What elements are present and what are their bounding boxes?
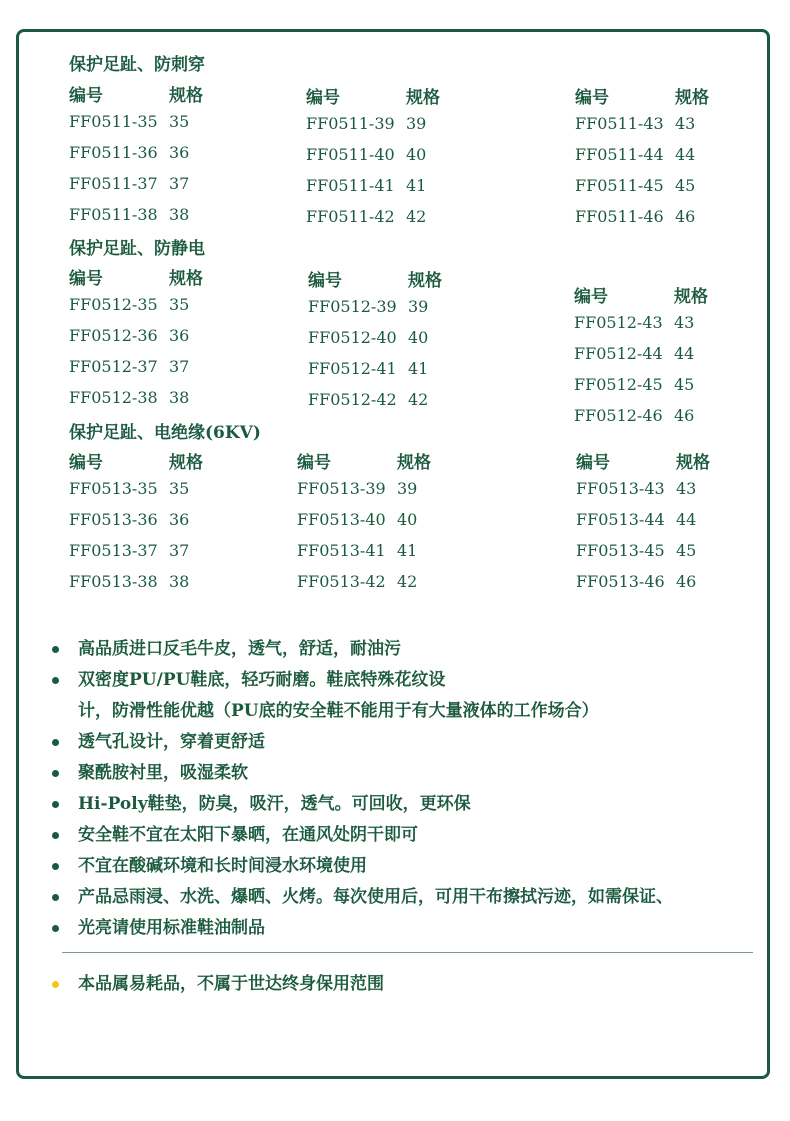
item-code: FF0512-42 — [308, 390, 397, 409]
table-row — [308, 390, 442, 421]
item-code: FF0511-38 — [69, 205, 158, 224]
table-row — [69, 479, 203, 510]
header-code: 编号 — [575, 88, 609, 108]
item-size: 36 — [169, 510, 190, 529]
feature-text: Hi-Poly鞋垫，防臭，吸汗，透气。可回收，更环保 — [78, 794, 471, 814]
feature-text: 透气孔设计，穿着更舒适 — [78, 732, 265, 752]
item-size: 39 — [408, 297, 429, 316]
item-code: FF0513-40 — [297, 510, 386, 529]
table-row — [69, 388, 203, 419]
header-size: 规格 — [169, 86, 203, 106]
table-row — [69, 143, 203, 174]
item-size: 41 — [397, 541, 418, 560]
item-code: FF0511-36 — [69, 143, 158, 162]
bullet-dot-icon — [52, 770, 59, 777]
feature-item — [52, 696, 673, 727]
feature-item — [52, 820, 673, 851]
column-header — [69, 264, 203, 295]
feature-text: 高品质进口反毛牛皮，透气，舒适，耐油污 — [78, 639, 401, 659]
feature-item — [52, 789, 673, 820]
size-column — [576, 448, 710, 603]
table-row — [297, 572, 431, 603]
table-row — [306, 114, 440, 145]
item-size: 35 — [169, 112, 190, 131]
item-code: FF0511-39 — [306, 114, 395, 133]
table-row — [306, 207, 440, 238]
feature-text: 光亮请使用标准鞋油制品 — [78, 918, 265, 938]
item-code: FF0511-35 — [69, 112, 158, 131]
bullet-dot-icon — [52, 894, 59, 901]
item-size: 37 — [169, 357, 190, 376]
item-code: FF0512-41 — [308, 359, 397, 378]
table-row — [306, 176, 440, 207]
column-header — [308, 266, 442, 297]
header-code: 编号 — [308, 271, 342, 291]
feature-list — [52, 634, 673, 944]
item-size: 44 — [676, 510, 697, 529]
item-size: 39 — [406, 114, 427, 133]
item-size: 43 — [675, 114, 696, 133]
item-code: FF0512-43 — [574, 313, 663, 332]
item-code: FF0511-41 — [306, 176, 395, 195]
feature-text: 不宜在酸碱环境和长时间浸水环境使用 — [78, 856, 367, 876]
item-code: FF0513-46 — [576, 572, 665, 591]
feature-item — [52, 851, 673, 882]
header-size: 规格 — [408, 271, 442, 291]
item-size: 43 — [676, 479, 697, 498]
table-row — [576, 479, 710, 510]
item-size: 45 — [674, 375, 695, 394]
table-row — [306, 145, 440, 176]
size-column — [574, 282, 708, 437]
item-code: FF0512-36 — [69, 326, 158, 345]
item-size: 45 — [676, 541, 697, 560]
header-code: 编号 — [297, 453, 331, 473]
item-size: 40 — [397, 510, 418, 529]
size-column — [69, 448, 203, 603]
header-code: 编号 — [576, 453, 610, 473]
item-size: 37 — [169, 174, 190, 193]
table-row — [575, 145, 709, 176]
item-size: 41 — [406, 176, 427, 195]
size-column — [308, 266, 442, 421]
table-row — [297, 510, 431, 541]
table-row — [575, 176, 709, 207]
feature-item — [52, 727, 673, 758]
item-code: FF0511-40 — [306, 145, 395, 164]
item-code: FF0513-37 — [69, 541, 158, 560]
header-size: 规格 — [169, 453, 203, 473]
table-row — [297, 479, 431, 510]
section-title: 保护足趾、防静电 — [69, 239, 205, 259]
table-row — [576, 572, 710, 603]
bullet-dot-icon — [52, 832, 59, 839]
header-code: 编号 — [69, 269, 103, 289]
item-size: 39 — [397, 479, 418, 498]
size-column — [69, 264, 203, 419]
item-size: 37 — [169, 541, 190, 560]
item-size: 38 — [169, 572, 190, 591]
bullet-dot-icon — [52, 646, 59, 653]
table-row — [69, 541, 203, 572]
item-code: FF0513-38 — [69, 572, 158, 591]
item-code: FF0513-41 — [297, 541, 386, 560]
table-row — [308, 297, 442, 328]
feature-item — [52, 665, 673, 696]
item-size: 43 — [674, 313, 695, 332]
feature-item — [52, 882, 673, 913]
item-code: FF0511-42 — [306, 207, 395, 226]
item-code: FF0511-46 — [575, 207, 664, 226]
item-code: FF0512-39 — [308, 297, 397, 316]
size-column — [306, 83, 440, 238]
table-row — [69, 205, 203, 236]
item-size: 42 — [408, 390, 429, 409]
table-row — [575, 114, 709, 145]
column-header — [574, 282, 708, 313]
item-code: FF0513-35 — [69, 479, 158, 498]
feature-text: 双密度PU/PU鞋底，轻巧耐磨。鞋底特殊花纹设 — [78, 670, 446, 690]
item-code: FF0513-43 — [576, 479, 665, 498]
feature-text: 产品忌雨浸、水洗、爆晒、火烤。每次使用后，可用干布擦拭污迹，如需保证、 — [78, 887, 673, 907]
warranty-note — [52, 969, 384, 1000]
table-row — [574, 344, 708, 375]
column-header — [575, 83, 709, 114]
feature-text: 安全鞋不宜在太阳下暴晒，在通风处阴干即可 — [78, 825, 418, 845]
item-size: 38 — [169, 388, 190, 407]
table-row — [575, 207, 709, 238]
size-column — [69, 81, 203, 236]
feature-item — [52, 913, 673, 944]
feature-item — [52, 634, 673, 665]
item-code: FF0513-42 — [297, 572, 386, 591]
table-row — [69, 295, 203, 326]
header-size: 规格 — [674, 287, 708, 307]
item-size: 46 — [675, 207, 696, 226]
column-header — [69, 81, 203, 112]
item-code: FF0511-44 — [575, 145, 664, 164]
header-size: 规格 — [406, 88, 440, 108]
item-size: 46 — [676, 572, 697, 591]
table-row — [69, 326, 203, 357]
header-code: 编号 — [574, 287, 608, 307]
item-size: 40 — [408, 328, 429, 347]
table-row — [69, 174, 203, 205]
table-row — [576, 510, 710, 541]
item-size: 46 — [674, 406, 695, 425]
item-code: FF0512-38 — [69, 388, 158, 407]
item-code: FF0513-36 — [69, 510, 158, 529]
feature-text: 计，防滑性能优越（PU底的安全鞋不能用于有大量液体的工作场合） — [78, 701, 599, 721]
bullet-dot-icon — [52, 925, 59, 932]
header-code: 编号 — [306, 88, 340, 108]
divider — [62, 952, 753, 953]
item-size: 35 — [169, 479, 190, 498]
item-code: FF0512-46 — [574, 406, 663, 425]
section-title: 保护足趾、电绝缘(6KV) — [69, 423, 261, 443]
section-title: 保护足趾、防刺穿 — [69, 55, 205, 75]
item-size: 36 — [169, 143, 190, 162]
item-size: 45 — [675, 176, 696, 195]
bullet-dot-icon — [52, 739, 59, 746]
item-code: FF0511-37 — [69, 174, 158, 193]
column-header — [576, 448, 710, 479]
item-size: 44 — [675, 145, 696, 164]
table-row — [308, 328, 442, 359]
item-size: 42 — [397, 572, 418, 591]
item-code: FF0513-39 — [297, 479, 386, 498]
item-size: 44 — [674, 344, 695, 363]
warranty-note-text: 本品属易耗品，不属于世达终身保用范围 — [78, 974, 384, 994]
item-code: FF0511-43 — [575, 114, 664, 133]
table-row — [69, 357, 203, 388]
table-row — [69, 572, 203, 603]
header-code: 编号 — [69, 453, 103, 473]
table-row — [308, 359, 442, 390]
item-size: 42 — [406, 207, 427, 226]
bullet-dot-icon — [52, 677, 59, 684]
table-row — [574, 375, 708, 406]
header-size: 规格 — [676, 453, 710, 473]
column-header — [306, 83, 440, 114]
item-size: 40 — [406, 145, 427, 164]
header-size: 规格 — [169, 269, 203, 289]
table-row — [576, 541, 710, 572]
item-size: 41 — [408, 359, 429, 378]
size-column — [297, 448, 431, 603]
header-code: 编号 — [69, 86, 103, 106]
column-header — [297, 448, 431, 479]
column-header — [69, 448, 203, 479]
item-size: 38 — [169, 205, 190, 224]
item-code: FF0513-45 — [576, 541, 665, 560]
item-size: 36 — [169, 326, 190, 345]
item-code: FF0512-35 — [69, 295, 158, 314]
item-code: FF0512-40 — [308, 328, 397, 347]
item-code: FF0512-44 — [574, 344, 663, 363]
table-row — [574, 313, 708, 344]
size-column — [575, 83, 709, 238]
feature-item — [52, 758, 673, 789]
header-size: 规格 — [397, 453, 431, 473]
item-code: FF0512-45 — [574, 375, 663, 394]
table-row — [69, 510, 203, 541]
item-code: FF0512-37 — [69, 357, 158, 376]
item-code: FF0511-45 — [575, 176, 664, 195]
table-row — [297, 541, 431, 572]
feature-text: 聚酰胺衬里，吸湿柔软 — [78, 763, 248, 783]
bullet-dot-icon — [52, 863, 59, 870]
item-code: FF0513-44 — [576, 510, 665, 529]
header-size: 规格 — [675, 88, 709, 108]
bullet-dot-icon — [52, 801, 59, 808]
item-size: 35 — [169, 295, 190, 314]
table-row — [69, 112, 203, 143]
table-row — [574, 406, 708, 437]
yellow-bullet-icon — [52, 981, 59, 988]
